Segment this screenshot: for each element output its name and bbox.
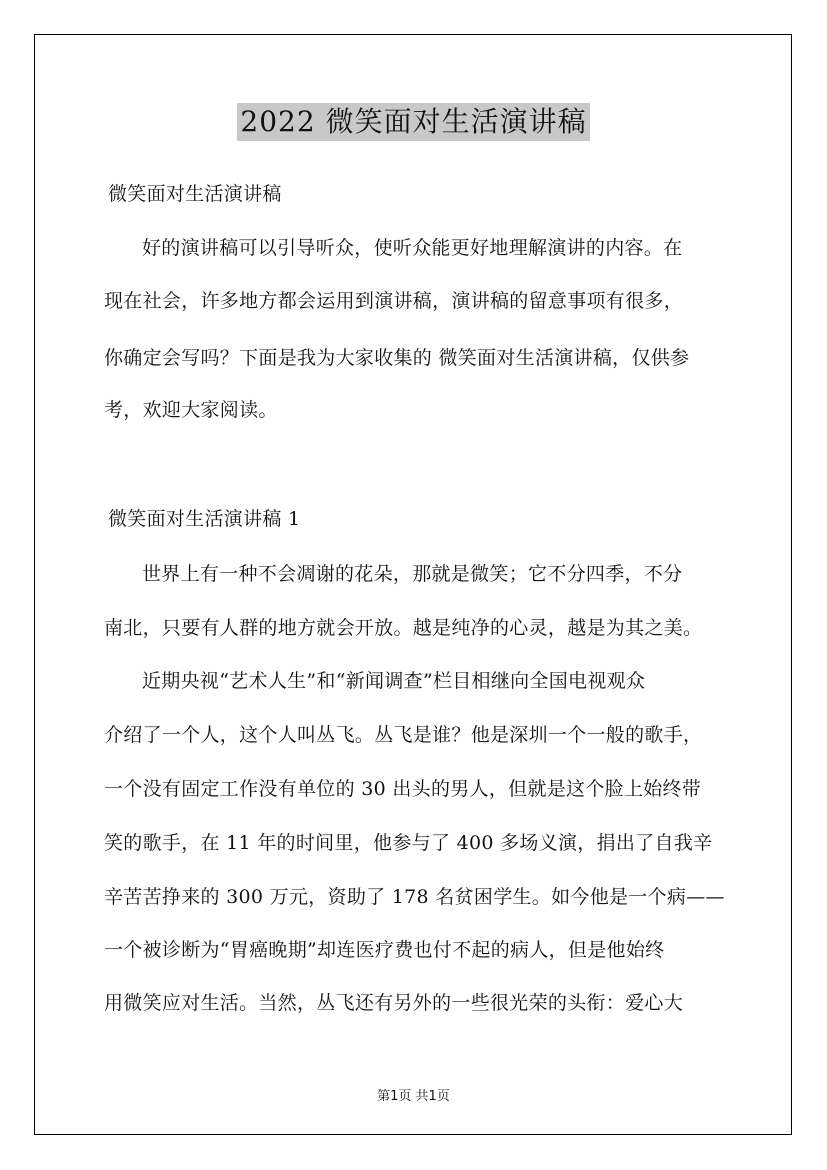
paragraph-line: 南北，只要有人群的地方就会开放。越是纯净的心灵，越是为其之美。 [104, 617, 703, 639]
paragraph-line: 现在社会，许多地方都会运用到演讲稿，演讲稿的留意事项有很多， [104, 290, 684, 312]
paragraph-line: 介绍了一个人，这个人叫丛飞。丛飞是谁？他是深圳一个一般的歌手， [104, 724, 703, 746]
paragraph-line: 你确定会写吗？下面是我为大家收集的 微笑面对生活演讲稿，仅供参 [104, 347, 690, 369]
section-heading: 微笑面对生活演讲稿 1 [108, 508, 301, 530]
paragraph-line: 好的演讲稿可以引导听众，使听众能更好地理解演讲的内容。在 [142, 237, 683, 259]
paragraph-line: 世界上有一种不会凋谢的花朵，那就是微笑；它不分四季，不分 [142, 563, 683, 585]
intro-heading: 微笑面对生活演讲稿 [108, 183, 282, 205]
paragraph-line: 笑的歌手，在 11 年的时间里，他参与了 400 多场义演，捐出了自我辛 [104, 832, 713, 854]
paragraph-line: 一个没有固定工作没有单位的 30 出头的男人，但就是这个脸上始终带 [104, 778, 702, 800]
title-container [0, 103, 827, 141]
paragraph-line: 用微笑应对生活。当然，丛飞还有另外的一些很光荣的头衔：爱心大 [104, 992, 684, 1014]
paragraph-line: 一个被诊断为“胃癌晚期”却连医疗费也付不起的病人，但是他始终 [104, 939, 665, 961]
paragraph-line: 近期央视“艺术人生”和“新闻调查”栏目相继向全国电视观众 [142, 670, 646, 692]
paragraph-line: 考，欢迎大家阅读。 [104, 399, 278, 421]
document-title: 2022 微笑面对生活演讲稿 [237, 103, 589, 141]
page-number-footer: 第1页 共1页 [377, 1089, 450, 1104]
paragraph-line: 辛苦苦挣来的 300 万元，资助了 178 名贫困学生。如今他是一个病—— [104, 886, 725, 908]
